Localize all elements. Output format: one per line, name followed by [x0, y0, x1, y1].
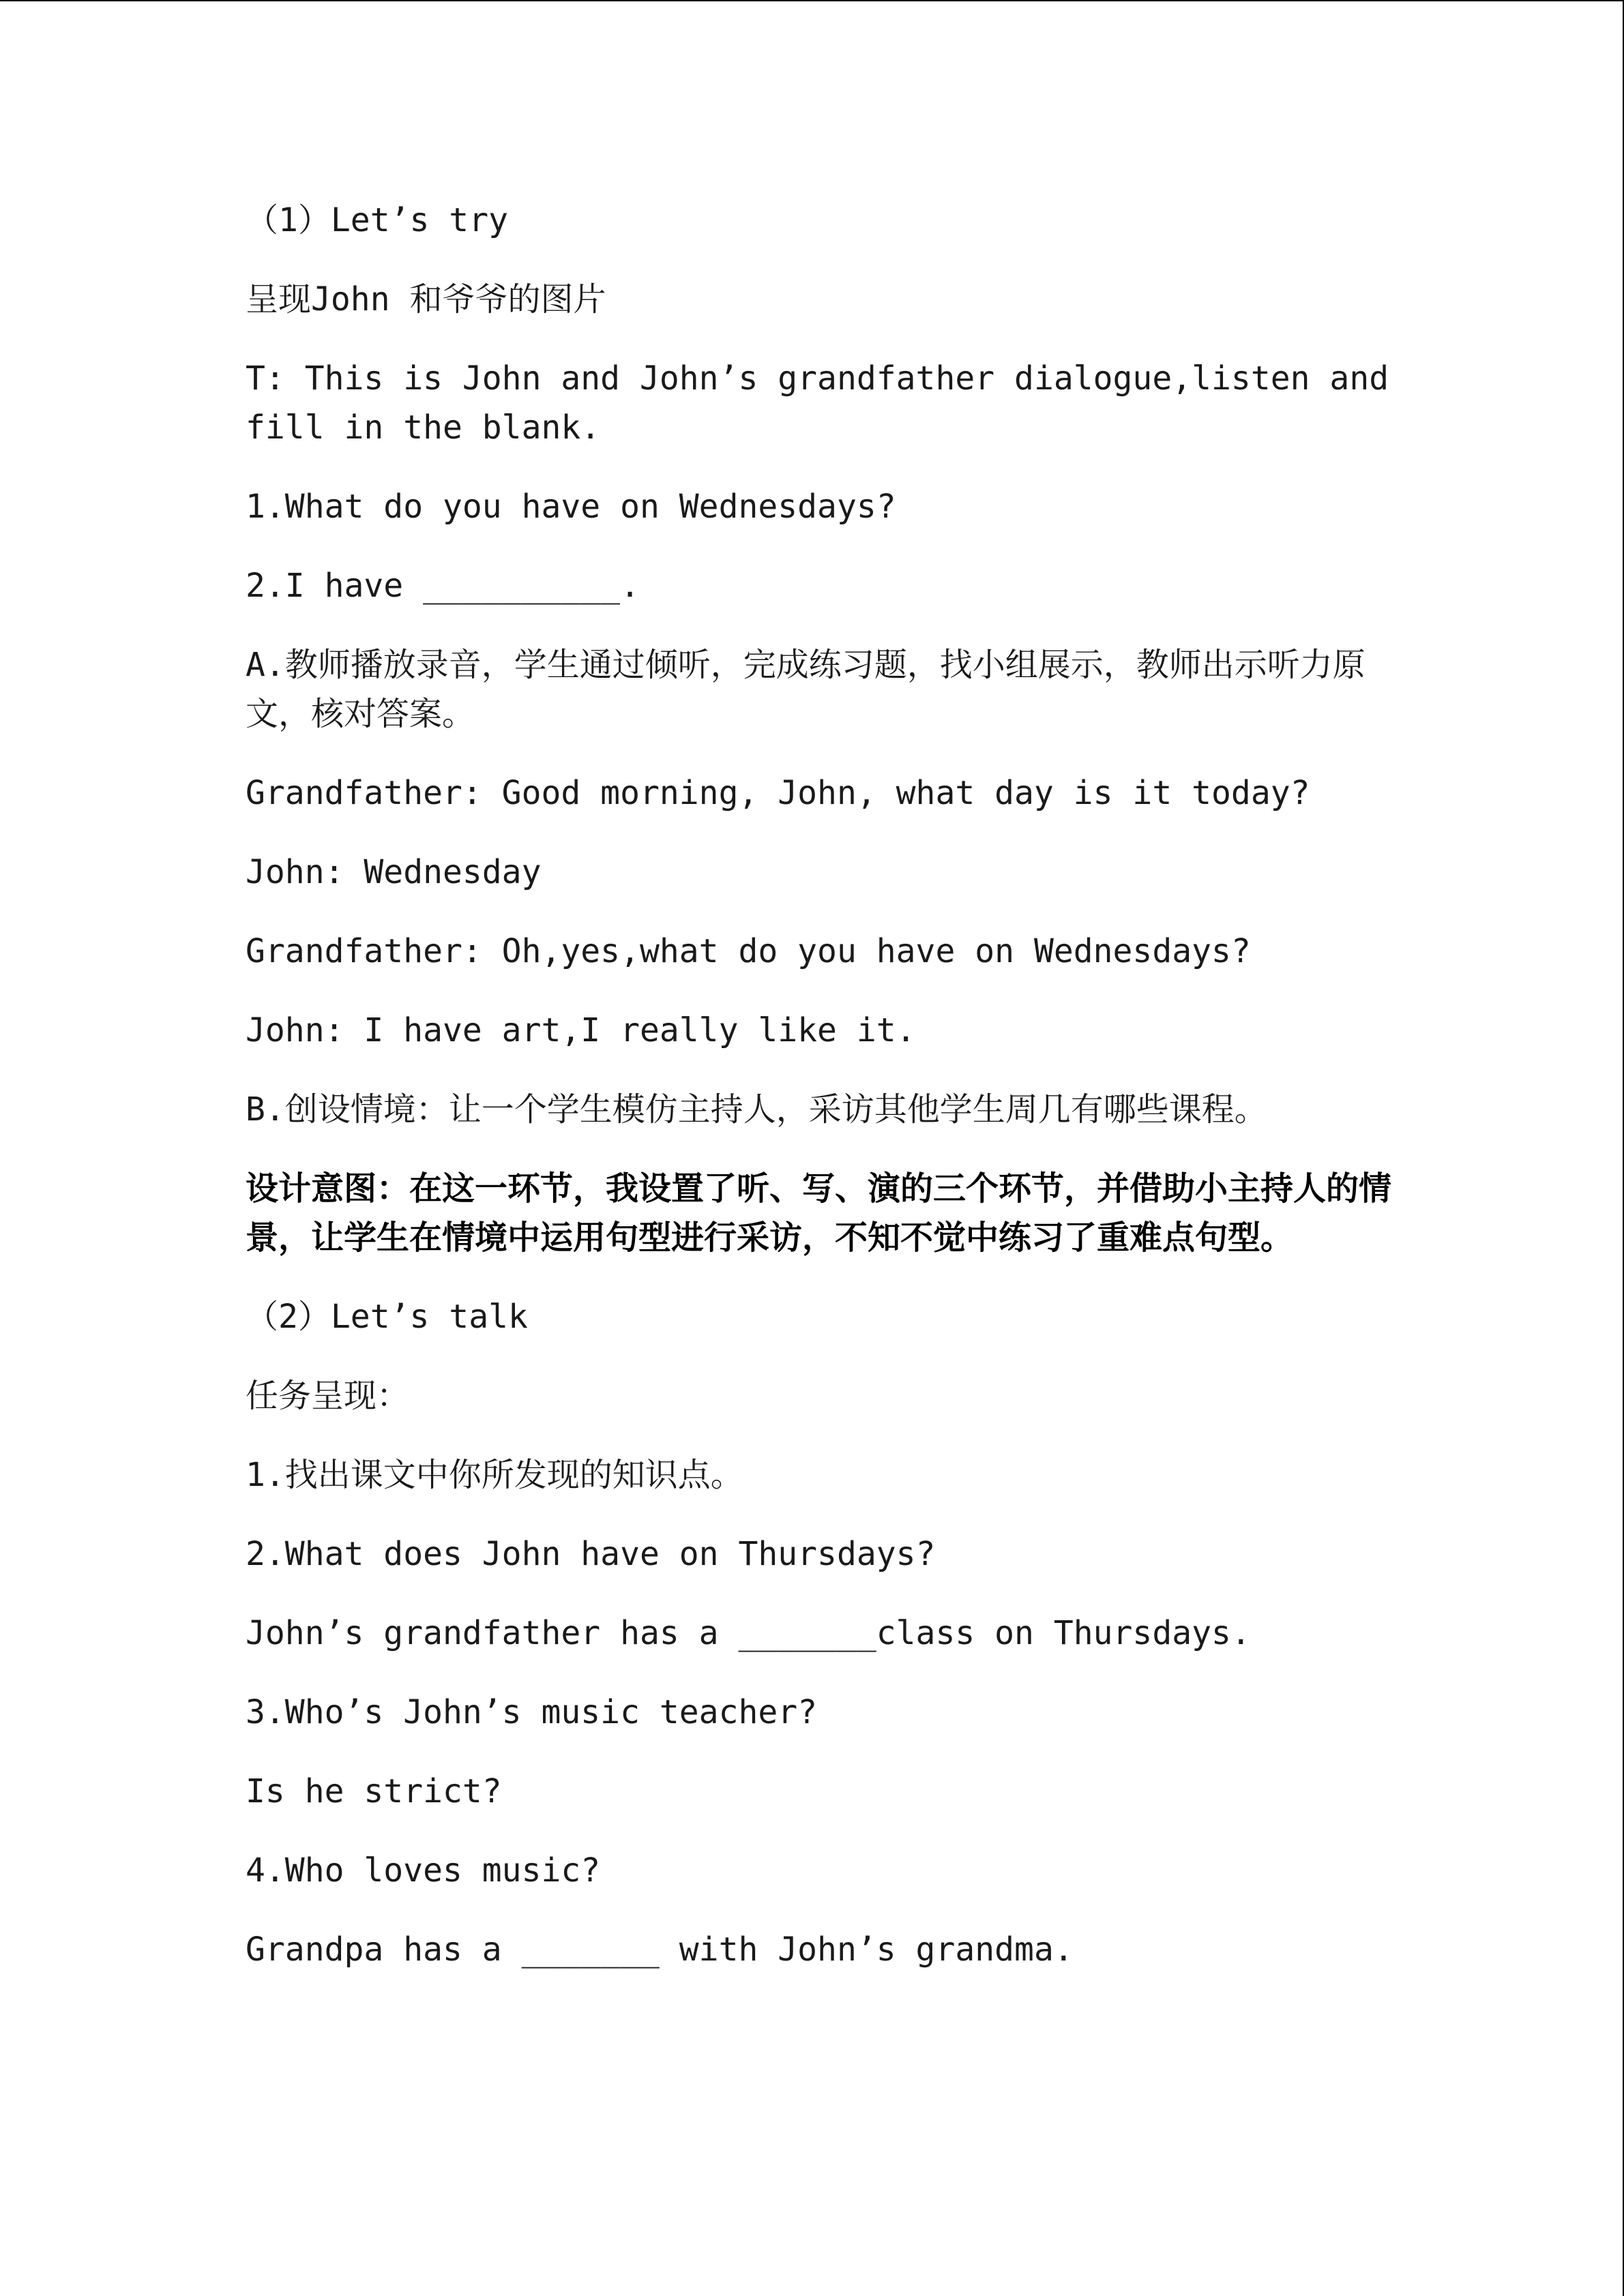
- section-heading-lets-talk: （2）Let’s talk: [246, 1298, 528, 1336]
- task-heading: 任务呈现：: [246, 1377, 410, 1415]
- task-1: 1.找出课文中你所发现的知识点。: [246, 1456, 743, 1494]
- dialogue-line-3: Grandfather: Oh,yes,what do you have on Wednesdays?: [246, 932, 1251, 970]
- document-body: [246, 196, 1409, 2004]
- question-2-blank: 2.I have __________.: [246, 567, 640, 605]
- picture-instruction: 呈现John 和爷爷的图片: [246, 280, 606, 318]
- task-3-question: 3.Who’s John’s music teacher?: [246, 1693, 818, 1731]
- step-b-description: B.创设情境：让一个学生模仿主持人，采访其他学生周几有哪些课程。: [246, 1090, 1267, 1129]
- task-3-followup: Is he strict?: [246, 1772, 502, 1810]
- step-a-description: A.教师播放录音，学生通过倾听，完成练习题，找小组展示，教师出示听力原文，核对答案。: [246, 646, 1365, 733]
- dialogue-line-2: John: Wednesday: [246, 853, 542, 891]
- teacher-instruction: T: This is John and John’s grandfather dialogue,listen and fill in the blank.: [246, 359, 1409, 447]
- task-2-question: 2.What does John have on Thursdays?: [246, 1535, 936, 1573]
- task-2-blank: John’s grandfather has a _______class on Thursdays.: [246, 1614, 1251, 1652]
- dialogue-line-4: John: I have art,I really like it.: [246, 1011, 916, 1049]
- task-4-blank: Grandpa has a _______ with John’s grandma.: [246, 1930, 1074, 1969]
- section-heading-lets-try: （1）Let’s try: [246, 201, 508, 239]
- dialogue-line-1: Grandfather: Good morning, John, what day is it today?: [246, 774, 1310, 812]
- question-1: 1.What do you have on Wednesdays?: [246, 488, 896, 526]
- task-4-question: 4.Who loves music?: [246, 1851, 601, 1890]
- design-intent: 设计意图：在这一环节，我设置了听、写、演的三个环节，并借助小主持人的情景，让学生在情境中运用句型进行采访，不知不觉中练习了重难点句型。: [246, 1169, 1392, 1257]
